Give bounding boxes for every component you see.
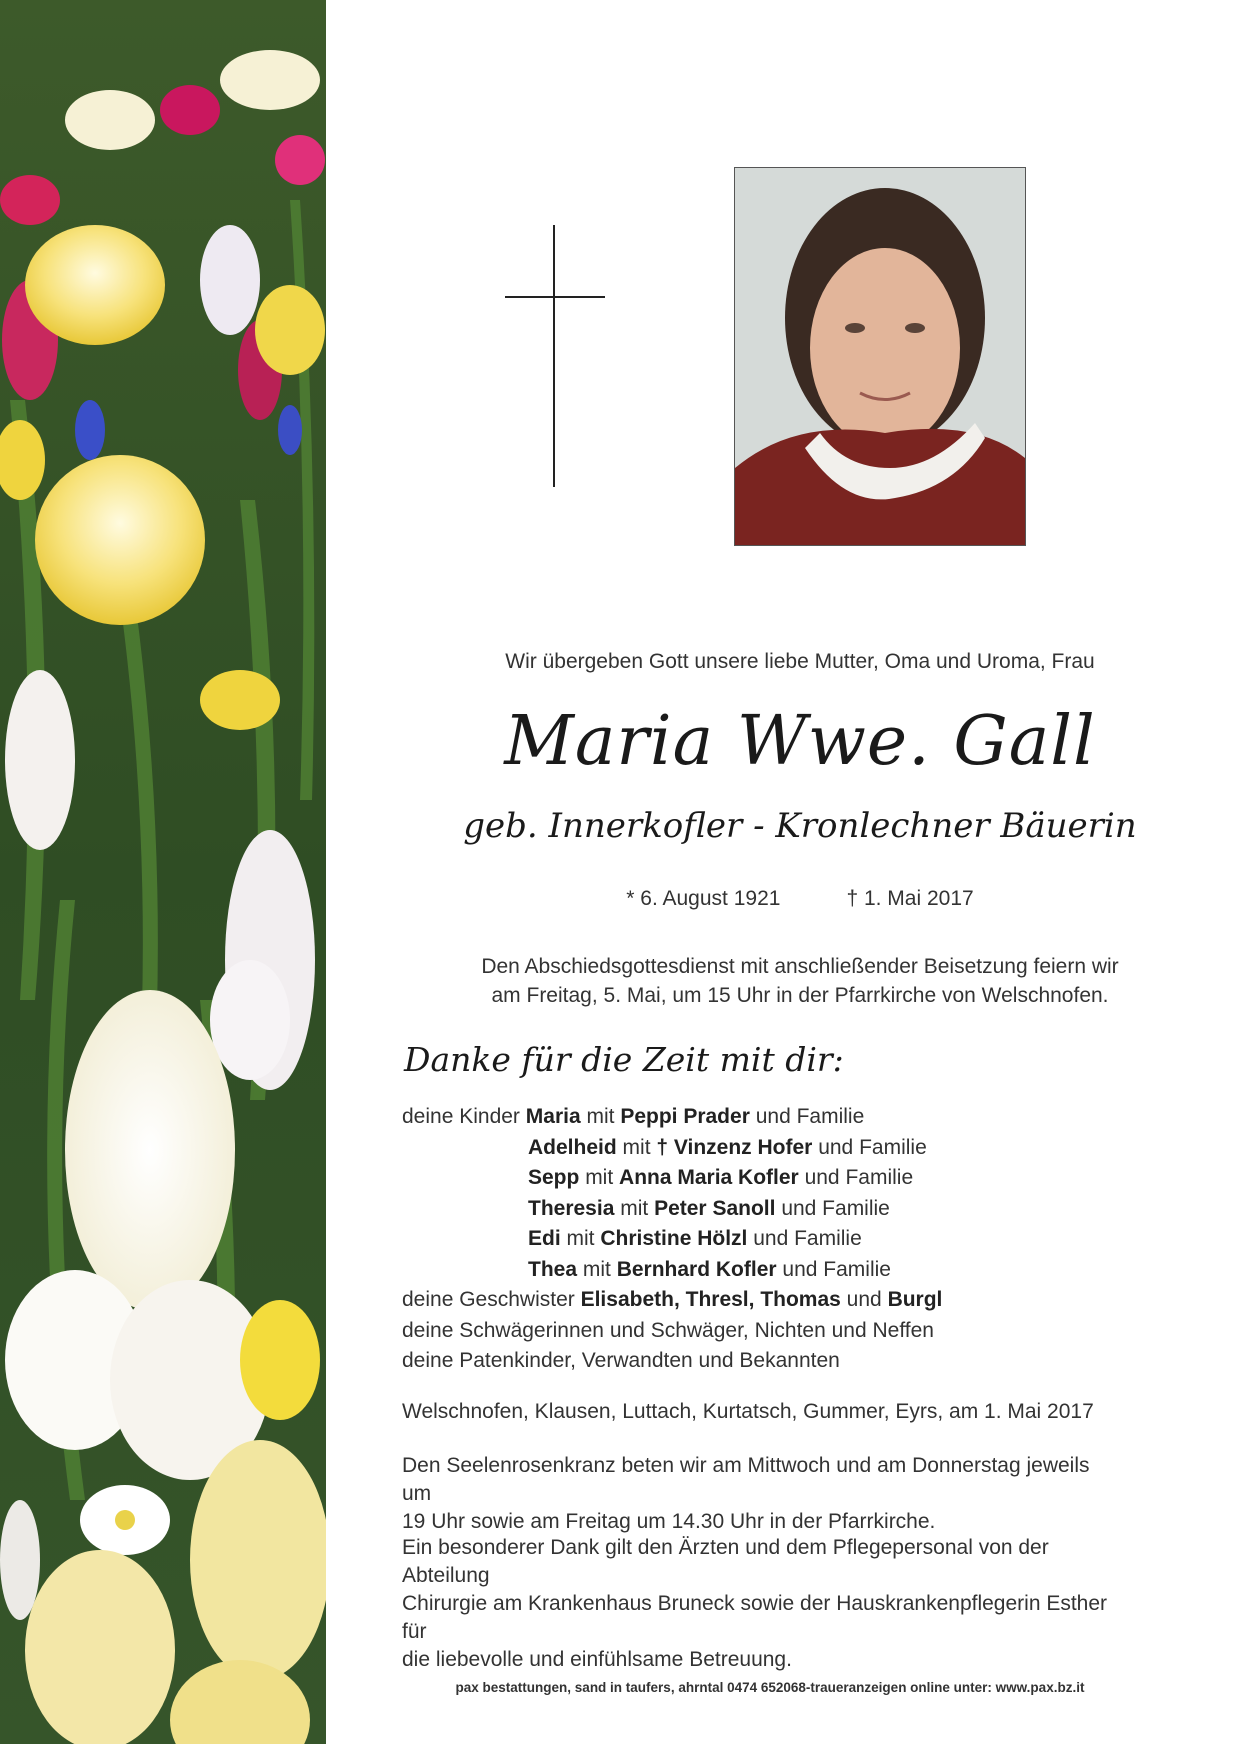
portrait-photo xyxy=(734,167,1026,546)
family-name: Christine Hölzl xyxy=(600,1227,748,1250)
thanks-note-line: Ein besonderer Dank gilt den Ärzten und dem Pflegepersonal von der Abteilung xyxy=(402,1536,1049,1587)
service-info xyxy=(400,952,1200,1010)
family-row xyxy=(402,1163,942,1194)
family-name: Adelheid xyxy=(528,1135,617,1159)
family-row: deine Schwägerinnen und Schwäger, Nichten und Neffen xyxy=(402,1318,934,1342)
family-name: Peter Sanoll xyxy=(654,1196,776,1220)
family-prefix: deine Kinder xyxy=(402,1105,520,1128)
rosary-line: 19 Uhr sowie am Freitag um 14.30 Uhr in der Pfarrkirche. xyxy=(402,1510,936,1533)
family-connector: mit xyxy=(622,1135,651,1159)
service-line: Den Abschiedsgottesdienst mit anschließender Beisetzung feiern wir xyxy=(481,955,1119,978)
thanks-note xyxy=(402,1534,1122,1674)
family-row xyxy=(402,1285,942,1316)
family-row xyxy=(402,1133,942,1164)
family-name: Edi xyxy=(528,1227,561,1250)
family-name: Peppi Prader xyxy=(620,1105,750,1128)
birth-date: * 6. August 1921 xyxy=(626,887,781,910)
family-name: Sepp xyxy=(528,1166,580,1189)
family-row xyxy=(402,1194,942,1225)
life-dates xyxy=(400,887,1200,911)
family-connector: und xyxy=(846,1288,882,1311)
family-connector: mit xyxy=(585,1166,614,1189)
intro-text: Wir übergeben Gott unsere liebe Mutter, Oma und Uroma, Frau xyxy=(505,650,1095,673)
birth-name: geb. Innerkofler - Kronlechner Bäuerin xyxy=(463,806,1137,846)
family-suffix: und Familie xyxy=(755,1105,865,1128)
family-name: Bernhard Kofler xyxy=(616,1257,777,1281)
family-suffix: und Familie xyxy=(781,1196,890,1220)
family-prefix: deine Geschwister xyxy=(402,1288,575,1311)
rosary-line: Den Seelenrosenkranz beten wir am Mittwoch und am Donnerstag jeweils um xyxy=(402,1454,1090,1505)
family-name: Maria xyxy=(525,1105,581,1128)
service-line: am Freitag, 5. Mai, um 15 Uhr in der Pfarrkirche von Welschnofen. xyxy=(491,984,1109,1007)
family-name: Anna Maria Kofler xyxy=(619,1166,799,1189)
thanks-title: Danke für die Zeit mit dir: xyxy=(404,1040,844,1079)
footer-credit: pax bestattungen, sand in taufers, ahrntal 0474 652068-traueranzeigen online unter: www.pax.bz.it xyxy=(455,1680,1085,1695)
family-connector: mit xyxy=(582,1257,611,1281)
places-date: Welschnofen, Klausen, Luttach, Kurtatsch, Gummer, Eyrs, am 1. Mai 2017 xyxy=(402,1400,1094,1423)
thanks-note-line: die liebevolle und einfühlsame Betreuung. xyxy=(402,1648,792,1671)
family-row xyxy=(402,1102,942,1133)
family-suffix: und Familie xyxy=(753,1227,862,1250)
family-list xyxy=(402,1102,942,1377)
flower-photo xyxy=(0,0,326,1744)
family-name: Thea xyxy=(528,1257,578,1281)
family-name: † Vinzenz Hofer xyxy=(656,1135,813,1159)
family-suffix: und Familie xyxy=(818,1135,927,1159)
rosary-info xyxy=(402,1452,1122,1536)
deceased-name: Maria Wwe. Gall xyxy=(504,702,1096,781)
thanks-note-line: Chirurgie am Krankenhaus Bruneck sowie der Hauskrankenpflegerin Esther für xyxy=(402,1592,1108,1643)
family-connector: mit xyxy=(586,1105,615,1128)
family-connector: mit xyxy=(620,1196,649,1220)
family-row xyxy=(402,1255,942,1286)
family-name: Burgl xyxy=(887,1288,943,1311)
family-row: deine Patenkinder, Verwandten und Bekannten xyxy=(402,1349,840,1372)
family-suffix: und Familie xyxy=(782,1257,891,1281)
family-name: Theresia xyxy=(528,1196,615,1220)
family-suffix: und Familie xyxy=(804,1166,914,1189)
family-row xyxy=(402,1224,942,1255)
cross-icon xyxy=(505,225,605,487)
death-date: † 1. Mai 2017 xyxy=(846,887,974,910)
family-connector: mit xyxy=(566,1227,595,1250)
family-name: Elisabeth, Thresl, Thomas xyxy=(580,1288,841,1311)
